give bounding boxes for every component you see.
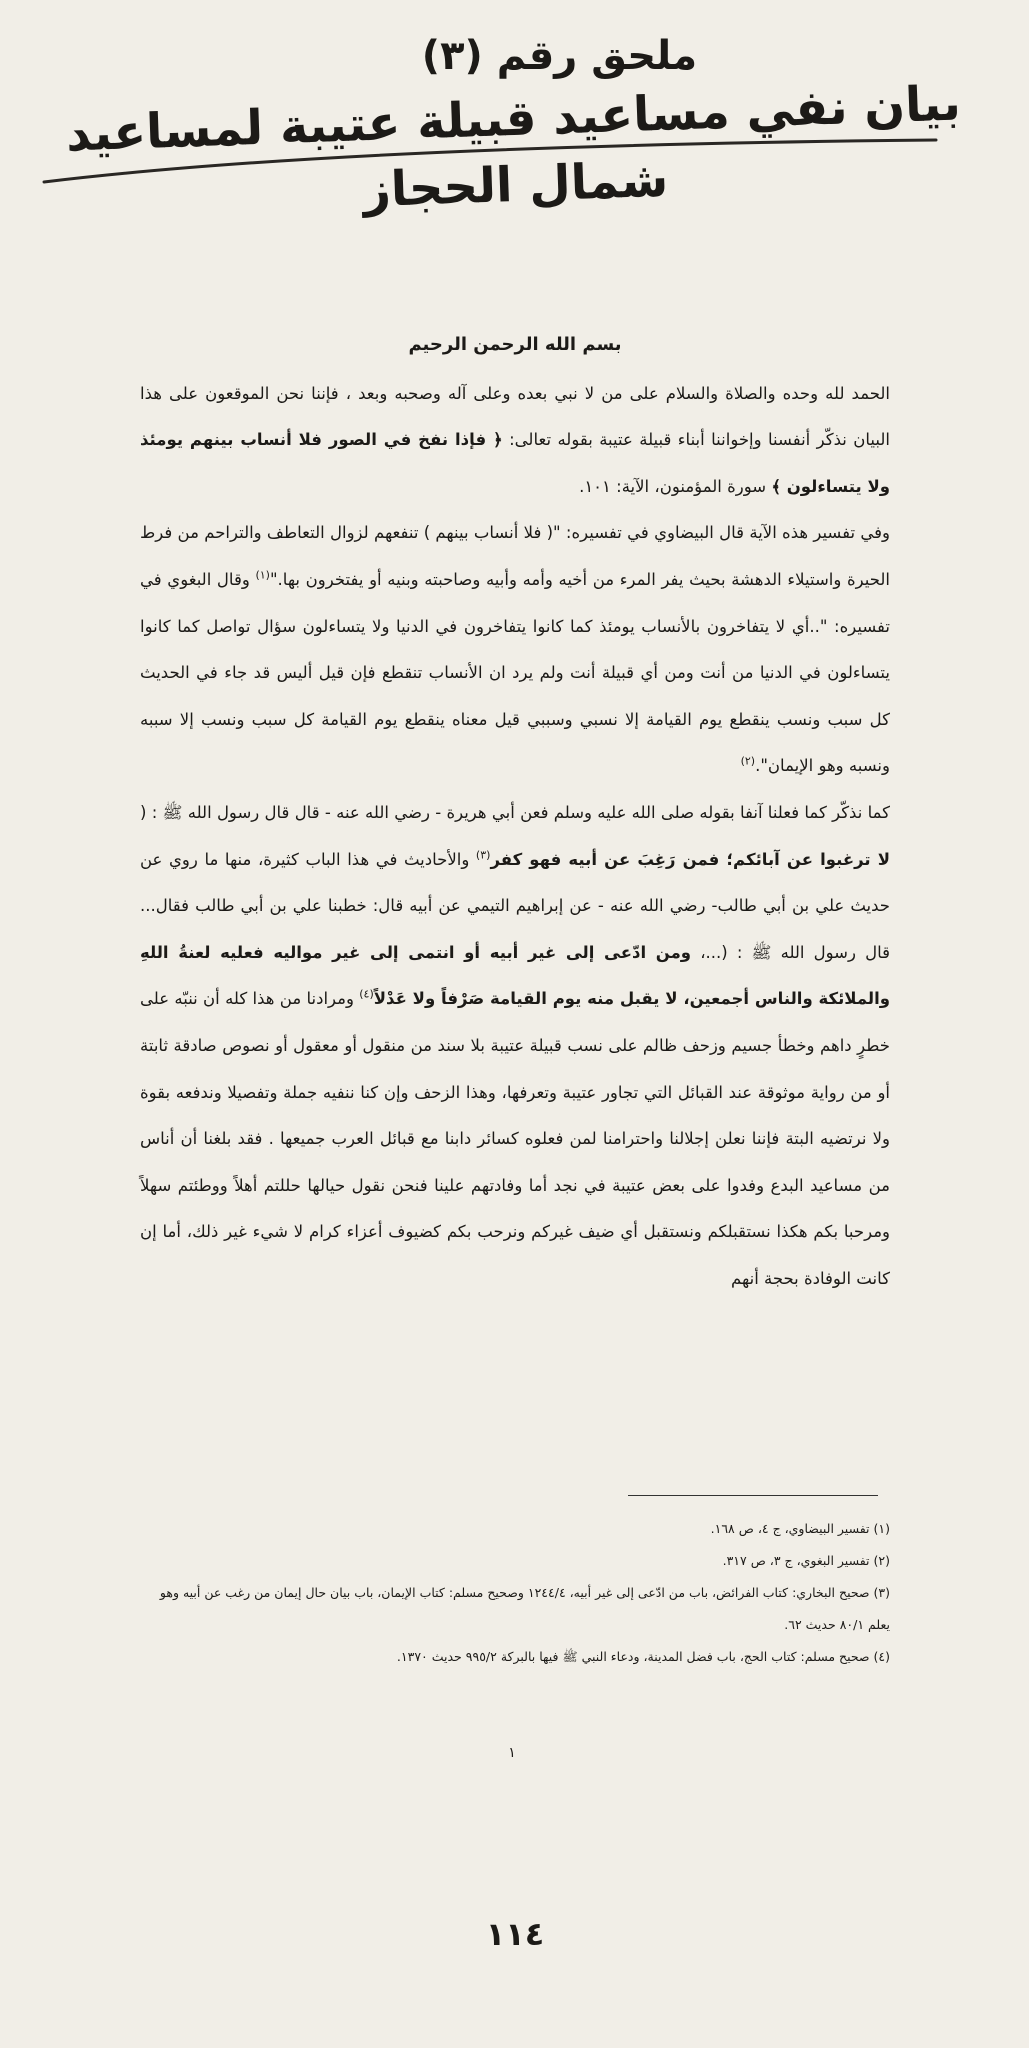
paragraph-3-text-c: ومرادنا من هذا كله أن ننبّه على خطرٍ داهم وخطأ جسيم وزحف ظالم على نسب قبيلة عتيبة بلا سند من منقول أو معقول أو نصوص صادقة ثابتة أو من رواية موثوقة عند القبائل التي تجاور عتيبة وتعرفها، وهذا الزحف وإن كنا ننفيه جملة وتفصيلا وندفعه بقوة ولا نرتضيه البتة فإننا نعلن إجلالنا واحترامنا لمن فعلوه كسائر دابنا مع قبائل العرب جميعها . فقد بلغنا أن أناس من مساعيد البدع وفدوا على بعض عتيبة في نجد أما وفادتهم علينا فنحن نقول حيالها حللتم أهلاً ووطئتم سهلاً ومرحبا بكم هكذا نستقبلكم ونستقبل أي ضيف غيركم ونرحب بكم كضيوف أعزاء كرام لا شيء غير ذلك، أما إن كانت الوفادة بحجة أنهم [140, 989, 890, 1288]
hadith-quote-2: ومن ادّعى إلى غير أبيه أو انتمى إلى غير مواليه فعليه لعنةُ اللهِ والملائكة والناس أجمعين، لا يقبل منه يوم القيامة صَرْفاً ولا عَدْلاً [140, 942, 890, 1009]
footnote-marker-1: (١) [255, 568, 270, 582]
title-underline-swoosh [40, 138, 940, 188]
page-title: بيان نفي مساعيد قبيلة عتيبة لمساعيد شمال الحجاز [65, 75, 962, 219]
paragraph-2-text-b: وقال البغوي في تفسيره: "..أي لا يتفاخرون بالأنساب يومئذ كما كانوا يتفاخرون في الدنيا ولا يتساءلون سؤال تواصل كما كانوا يتساءلون في الدنيا من أنت ومن أي قبيلة أنت ولم يرد ان الأنساب تنقطع فإن قيل أليس قد جاء في الحديث كل سبب ونسب ينقطع يوم القيامة إلا نسبي وسببي قيل معناه ينقطع يوم القيامة كل سبب ونسب إلا سببه ونسبه وهو الإيمان". [140, 569, 890, 776]
paragraph-1 [140, 371, 890, 511]
footnote-2: (٢) تفسير البغوي، ج ٣، ص ٣١٧. [722, 1553, 890, 1568]
book-page-number: ١١٤ [485, 1915, 545, 1953]
paragraph-3 [140, 790, 890, 1303]
basmala: بسم الله الرحمن الرحيم [408, 334, 622, 355]
hadith-quote-1: لا ترغبوا عن آبائكم؛ فمن رَغِبَ عن أبيه فهو كفر [490, 849, 891, 869]
paragraph-1-text-b: سورة المؤمنون، الآية: ١٠١. [579, 476, 772, 496]
footnote-4: (٤) صحيح مسلم: كتاب الحج، باب فضل المدينة، ودعاء النبي ﷺ فيها بالبركة ٩٩٥/٢ حديث ١٣٧٠. [396, 1649, 890, 1664]
inner-page-number: ١ [508, 1745, 516, 1761]
footnote-marker-4: (٤) [359, 987, 374, 1001]
paragraph-2 [140, 510, 890, 790]
paragraph-3-text-a: كما نذكّر كما فعلنا آنفا بقوله صلى الله عليه وسلم فعن أبي هريرة - رضي الله عنه - قال قال رسول الله ﷺ : ( [140, 802, 890, 822]
footnote-marker-3: (٣) [475, 848, 491, 862]
footnotes [150, 1513, 890, 1673]
statement-body [140, 322, 890, 1302]
appendix-label: ملحق رقم (٣) [421, 33, 698, 79]
paragraph-2-text-a: وفي تفسير هذه الآية قال البيضاوي في تفسيره: "( فلا أنساب بينهم ) تنفعهم لزوال التعاطف والتراحم من فرط الحيرة واستيلاء الدهشة بحيث يفر المرء من أخيه وأمه وأبيه وصاحبته وبنيه أو يفتخرون بها." [140, 523, 890, 589]
footnote-divider [628, 1495, 878, 1496]
footnote-3: (٣) صحيح البخاري: كتاب الفرائض، باب من ادّعى إلى غير أبيه، ١٢٤٤/٤ وصحيح مسلم: كتاب الإيمان، باب بيان حال إيمان من رغب عن أبيه وهو يعلم ٨٠/١ حديث ٦٢. [159, 1585, 890, 1632]
page-heading [0, 28, 1029, 218]
paragraph-3-text-b: والأحاديث في هذا الباب كثيرة، منها ما روي عن حديث علي بن أبي طالب- رضي الله عنه - عن إبراهيم التيمي عن أبيه قال: خطبنا علي بن أبي طالب فقال... قال رسول الله ﷺ : (...، [140, 849, 890, 962]
footnote-1: (١) تفسير البيضاوي، ج ٤، ص ١٦٨. [710, 1521, 890, 1536]
footnote-marker-2: (٢) [740, 754, 756, 768]
quran-verse: ﴿ فإذا نفخ في الصور فلا أنساب بينهم يومئذ ولا يتساءلون ﴾ [140, 430, 890, 496]
paragraph-1-text-a: الحمد لله وحده والصلاة والسلام على من لا نبي بعده وعلى آله وصحبه وبعد ، فإننا نحن الموقعون على هذا البيان نذكّر أنفسنا وإخواننا أبناء قبيلة عتيبة بقوله تعالى: [140, 383, 890, 450]
